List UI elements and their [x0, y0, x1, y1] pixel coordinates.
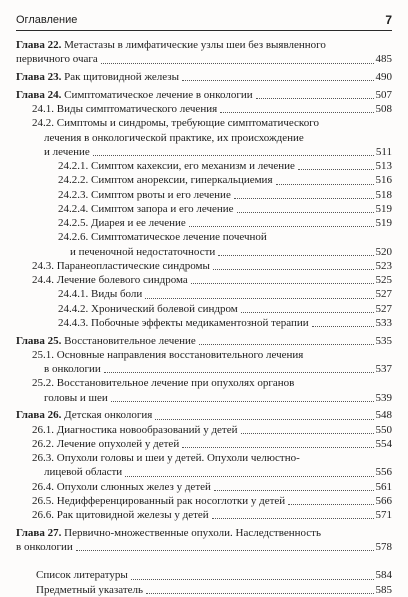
toc-line: 24.3. Паранеопластические синдромы — [32, 259, 210, 272]
toc-entry-text — [16, 334, 196, 348]
dot-leader — [234, 197, 374, 199]
dot-leader — [146, 592, 373, 594]
toc-page-number: 550 — [375, 423, 392, 436]
toc-entry-text — [58, 202, 234, 216]
toc-entry-text — [58, 159, 295, 173]
dot-leader — [199, 343, 374, 345]
toc-line: 24.2.5. Диарея и ее лечение — [58, 217, 186, 229]
header-rule — [16, 30, 392, 31]
toc-entry[interactable] — [16, 273, 392, 287]
dot-leader — [288, 503, 373, 505]
dot-leader — [214, 489, 374, 491]
toc-entry[interactable] — [16, 451, 392, 480]
dot-leader — [237, 211, 374, 213]
running-header — [16, 12, 392, 28]
toc-page-number: 535 — [375, 334, 392, 347]
toc-line: Рак щитовидной железы — [64, 71, 180, 83]
toc-entry[interactable] — [16, 188, 392, 202]
chapter-label: Глава 22. — [16, 39, 62, 51]
toc-entry[interactable] — [16, 102, 392, 116]
toc-chapter-entry[interactable] — [16, 70, 392, 84]
toc-line: 26.3. Опухоли головы и шеи у детей. Опухоли челюстно- — [32, 452, 300, 464]
toc-chapter-entry[interactable] — [16, 334, 392, 348]
toc-line: 26.4. Опухоли слюнных желез у детей — [32, 480, 211, 493]
toc-page-number: 585 — [375, 583, 392, 596]
toc-entry[interactable] — [16, 437, 392, 451]
toc-line: и печеночной недостаточности — [70, 245, 216, 258]
dot-leader — [111, 400, 374, 402]
toc-line: 24.2.3. Симптом рвоты и его лечение — [58, 188, 231, 201]
dot-leader — [218, 254, 373, 256]
toc-page-number: 527 — [375, 302, 392, 315]
toc-line: 26.6. Рак щитовидной железы у детей — [32, 509, 209, 521]
toc-page-number: 571 — [375, 509, 392, 521]
toc-page-number: 516 — [375, 174, 392, 187]
toc-entry[interactable] — [16, 216, 392, 230]
toc-page-number: 518 — [375, 188, 392, 201]
toc-entry-text — [70, 245, 215, 259]
table-of-contents — [16, 38, 392, 597]
toc-entry-text — [32, 349, 303, 361]
toc-page-number: 578 — [375, 541, 392, 553]
dot-leader — [182, 79, 373, 81]
toc-page-number: 556 — [375, 466, 392, 479]
toc-line: 24.4.2. Хронический болевой синдром — [58, 302, 238, 315]
toc-page-number: 548 — [375, 409, 392, 422]
dot-leader — [104, 371, 374, 373]
toc-entry-text — [36, 568, 128, 582]
dot-leader — [256, 97, 374, 99]
toc-entry[interactable] — [16, 508, 392, 522]
toc-chapter-entry[interactable] — [16, 526, 392, 555]
toc-entry-text — [44, 391, 108, 405]
toc-page-number: 527 — [375, 288, 392, 301]
toc-line: Первично-множественные опухоли. Наследственность — [64, 526, 321, 539]
toc-entry[interactable] — [16, 376, 392, 405]
toc-line: и лечение — [44, 145, 90, 158]
toc-page-number: 584 — [375, 569, 392, 582]
toc-line: 26.2. Лечение опухолей у детей — [32, 437, 180, 450]
dot-leader — [189, 225, 374, 227]
dot-leader — [213, 268, 374, 270]
toc-entry-text — [32, 494, 285, 508]
toc-entry-text — [58, 173, 273, 187]
dot-leader — [155, 418, 373, 420]
dot-leader — [312, 325, 374, 327]
toc-line: лицевой области — [44, 466, 123, 479]
toc-entry-text — [58, 216, 186, 230]
toc-entry-text — [32, 117, 319, 129]
toc-page-number: 523 — [375, 259, 392, 272]
toc-entry-text — [32, 102, 217, 116]
toc-entry[interactable] — [16, 173, 392, 187]
toc-line: Симптоматическое лечение в онкологии — [64, 88, 253, 101]
toc-entry-text — [16, 527, 321, 539]
toc-page-number: 566 — [375, 494, 392, 507]
dot-leader — [125, 475, 373, 477]
toc-entry-text — [32, 480, 211, 494]
toc-entry-text — [32, 437, 179, 451]
toc-line: 24.2.2. Симптом анорексии, гиперкальциемия — [58, 174, 273, 187]
dot-leader — [76, 549, 374, 551]
toc-page-number: 561 — [375, 480, 392, 493]
toc-page-number: 533 — [375, 316, 392, 329]
chapter-label: Глава 24. — [16, 88, 62, 101]
toc-entry-text — [58, 287, 142, 301]
toc-entry-text — [32, 377, 294, 389]
toc-entry-text — [32, 273, 188, 287]
toc-chapter-entry[interactable] — [16, 408, 392, 422]
toc-entry-text — [32, 452, 300, 464]
toc-line: 24.2.4. Симптом запора и его лечение — [58, 202, 234, 215]
chapter-label: Глава 26. — [16, 409, 62, 422]
toc-line: 24.4. Лечение болевого синдрома — [32, 274, 188, 286]
toc-entry[interactable] — [16, 302, 392, 316]
toc-entry[interactable] — [16, 423, 392, 437]
dot-leader — [276, 183, 374, 185]
toc-entry-text — [58, 188, 231, 202]
toc-line: в онкологии — [44, 363, 101, 375]
toc-entry[interactable] — [16, 259, 392, 273]
toc-line: Метастазы в лимфатические узлы шеи без выявленного — [64, 39, 326, 51]
toc-page-number: 513 — [375, 160, 392, 172]
toc-page-number: 490 — [375, 71, 392, 83]
toc-line: Предметный указатель — [36, 583, 144, 596]
toc-entry-text — [58, 316, 309, 330]
toc-line: в онкологии — [16, 541, 73, 553]
dot-leader — [182, 446, 373, 448]
toc-chapter-entry[interactable] — [16, 88, 392, 102]
toc-page-number: 520 — [375, 245, 392, 258]
toc-page-number: 511 — [375, 145, 392, 158]
dot-leader — [298, 168, 374, 170]
toc-line: 24.2. Симптомы и синдромы, требующие симптоматического — [32, 117, 319, 130]
running-header-title: Оглавление — [16, 14, 78, 26]
toc-page-number: 519 — [375, 217, 392, 229]
toc-entry-text — [16, 39, 326, 51]
toc-entry[interactable] — [16, 230, 392, 259]
dot-leader — [241, 311, 374, 313]
toc-line: лечения в онкологической практике, их происхождение — [44, 131, 304, 144]
toc-entry[interactable] — [16, 116, 392, 159]
toc-entry-text — [58, 231, 267, 243]
toc-entry-text — [16, 540, 73, 554]
toc-page-number: 507 — [375, 88, 392, 101]
toc-line: головы и шеи — [44, 391, 108, 404]
dot-leader — [93, 154, 374, 156]
toc-line: 26.1. Диагностика новообразований у детей — [32, 423, 238, 436]
toc-entry[interactable] — [16, 348, 392, 377]
chapter-label: Глава 27. — [16, 526, 62, 539]
toc-line: Детская онкология — [64, 409, 153, 422]
toc-line: 24.4.3. Побочные эффекты медикаментозной терапии — [58, 316, 309, 329]
toc-page-number: 519 — [375, 202, 392, 215]
toc-entry-text — [16, 70, 179, 84]
toc-line: 24.1. Виды симптоматического лечения — [32, 103, 218, 115]
toc-entry-text — [32, 423, 238, 437]
dot-leader — [145, 297, 373, 299]
toc-page-number: 537 — [375, 363, 392, 375]
dot-leader — [220, 111, 373, 113]
toc-entry[interactable] — [16, 287, 392, 301]
toc-entry[interactable] — [16, 202, 392, 216]
toc-entry-text — [44, 132, 304, 144]
toc-line: Список литературы — [36, 569, 128, 582]
toc-entry-text — [16, 408, 152, 422]
toc-entry-text — [32, 259, 210, 273]
toc-chapter-entry[interactable] — [16, 38, 392, 67]
toc-page-number: 539 — [375, 391, 392, 404]
toc-entry-text — [44, 145, 90, 159]
toc-line: 25.2. Восстановительное лечение при опухолях органов — [32, 377, 295, 390]
toc-entry[interactable] — [16, 316, 392, 330]
toc-page-number: 485 — [375, 53, 392, 66]
toc-entry[interactable] — [16, 494, 392, 508]
toc-entry-text — [58, 302, 238, 316]
toc-page-number: 554 — [375, 437, 392, 450]
toc-page-number: 525 — [375, 274, 392, 286]
toc-line: 24.2.1. Симптом кахексии, его механизм и лечение — [58, 160, 295, 172]
page-number: 7 — [385, 13, 392, 27]
toc-line: 26.5. Недифференцированный рак носоглотки у детей — [32, 494, 286, 507]
toc-line: 25.1. Основные направления восстановительного лечения — [32, 348, 304, 361]
dot-leader — [101, 62, 374, 64]
dot-leader — [212, 517, 374, 519]
toc-entry-text — [16, 52, 98, 66]
dot-leader — [191, 282, 374, 284]
chapter-label: Глава 23. — [16, 71, 62, 83]
toc-entry-text — [32, 508, 209, 522]
toc-entry[interactable] — [16, 568, 392, 582]
toc-line: Восстановительное лечение — [64, 334, 196, 347]
dot-leader — [131, 578, 374, 580]
toc-entry-text — [44, 362, 101, 376]
chapter-label: Глава 25. — [16, 334, 62, 347]
toc-entry[interactable] — [16, 480, 392, 494]
toc-entry[interactable] — [16, 159, 392, 173]
dot-leader — [241, 432, 374, 434]
toc-entry-text — [16, 88, 253, 102]
toc-line: 24.4.1. Виды боли — [58, 288, 143, 301]
toc-line: первичного очага — [16, 53, 98, 66]
toc-page-number: 508 — [375, 103, 392, 115]
toc-line: 24.2.6. Симптоматическое лечение почечной — [58, 231, 267, 244]
toc-entry-text — [44, 465, 122, 479]
